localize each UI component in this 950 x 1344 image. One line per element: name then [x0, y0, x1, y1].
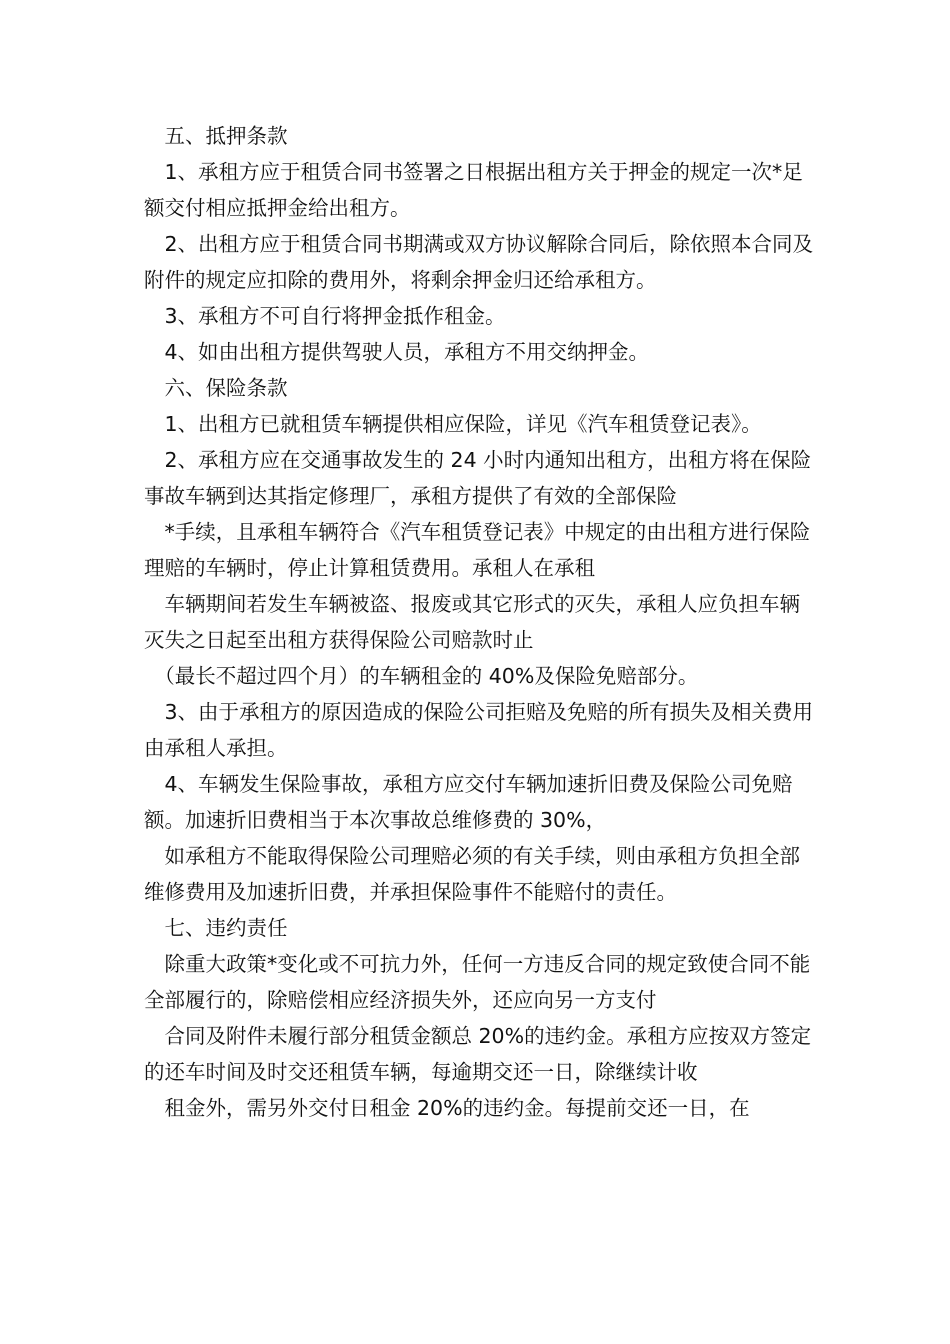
paragraph: 4、如由出租方提供驾驶人员，承租方不用交纳押金。 — [144, 340, 650, 364]
paragraph: 2、承租方应在交通事故发生的 24 小时内通知出租方，出租方将在保险事故车辆到达其指定修理厂，承租方提供了有效的全部保险 — [144, 448, 812, 508]
section-heading-mortgage: 五、抵押条款 — [144, 124, 288, 148]
section-heading-insurance: 六、保险条款 — [144, 376, 288, 400]
paragraph: *手续，且承租车辆符合《汽车租赁登记表》中规定的由出租方进行保险理赔的车辆时，停止计算租赁费用。承租人在承租 — [144, 520, 811, 580]
paragraph: 2、出租方应于租赁合同书期满或双方协议解除合同后，除依照本合同及附件的规定应扣除的费用外，将剩余押金归还给承租方。 — [144, 232, 814, 292]
paragraph: 3、由于承租方的原因造成的保险公司拒赔及免赔的所有损失及相关费用由承租人承担。 — [144, 700, 814, 760]
paragraph: 租金外，需另外交付日租金 20%的违约金。每提前交还一日，在 — [144, 1096, 750, 1120]
paragraph: 如承租方不能取得保险公司理赔必须的有关手续，则由承租方负担全部维修费用及加速折旧费，并承担保险事件不能赔付的责任。 — [144, 844, 800, 904]
paragraph: 车辆期间若发生车辆被盗、报废或其它形式的灭失，承租人应负担车辆灭失之日起至出租方获得保险公司赔款时止 — [144, 592, 800, 652]
paragraph: 1、出租方已就租赁车辆提供相应保险，详见《汽车租赁登记表》。 — [144, 412, 762, 436]
paragraph: 合同及附件未履行部分租赁金额总 20%的违约金。承租方应按双方签定的还车时间及时交还租赁车辆，每逾期交还一日，除继续计收 — [144, 1024, 812, 1084]
paragraph: 3、承租方不可自行将押金抵作租金。 — [144, 304, 506, 328]
paragraph: 除重大政策*变化或不可抗力外，任何一方违反合同的规定致使合同不能全部履行的，除赔偿相应经济损失外，还应向另一方支付 — [144, 952, 811, 1012]
paragraph: 1、承租方应于租赁合同书签署之日根据出租方关于押金的规定一次*足额交付相应抵押金给出租方。 — [144, 160, 803, 220]
paragraph: 4、车辆发生保险事故，承租方应交付车辆加速折旧费及保险公司免赔额。加速折旧费相当于本次事故总维修费的 30%， — [144, 772, 793, 832]
document-body — [144, 118, 814, 1126]
paragraph: （最长不超过四个月）的车辆租金的 40%及保险免赔部分。 — [144, 664, 699, 688]
section-heading-breach: 七、违约责任 — [144, 916, 288, 940]
